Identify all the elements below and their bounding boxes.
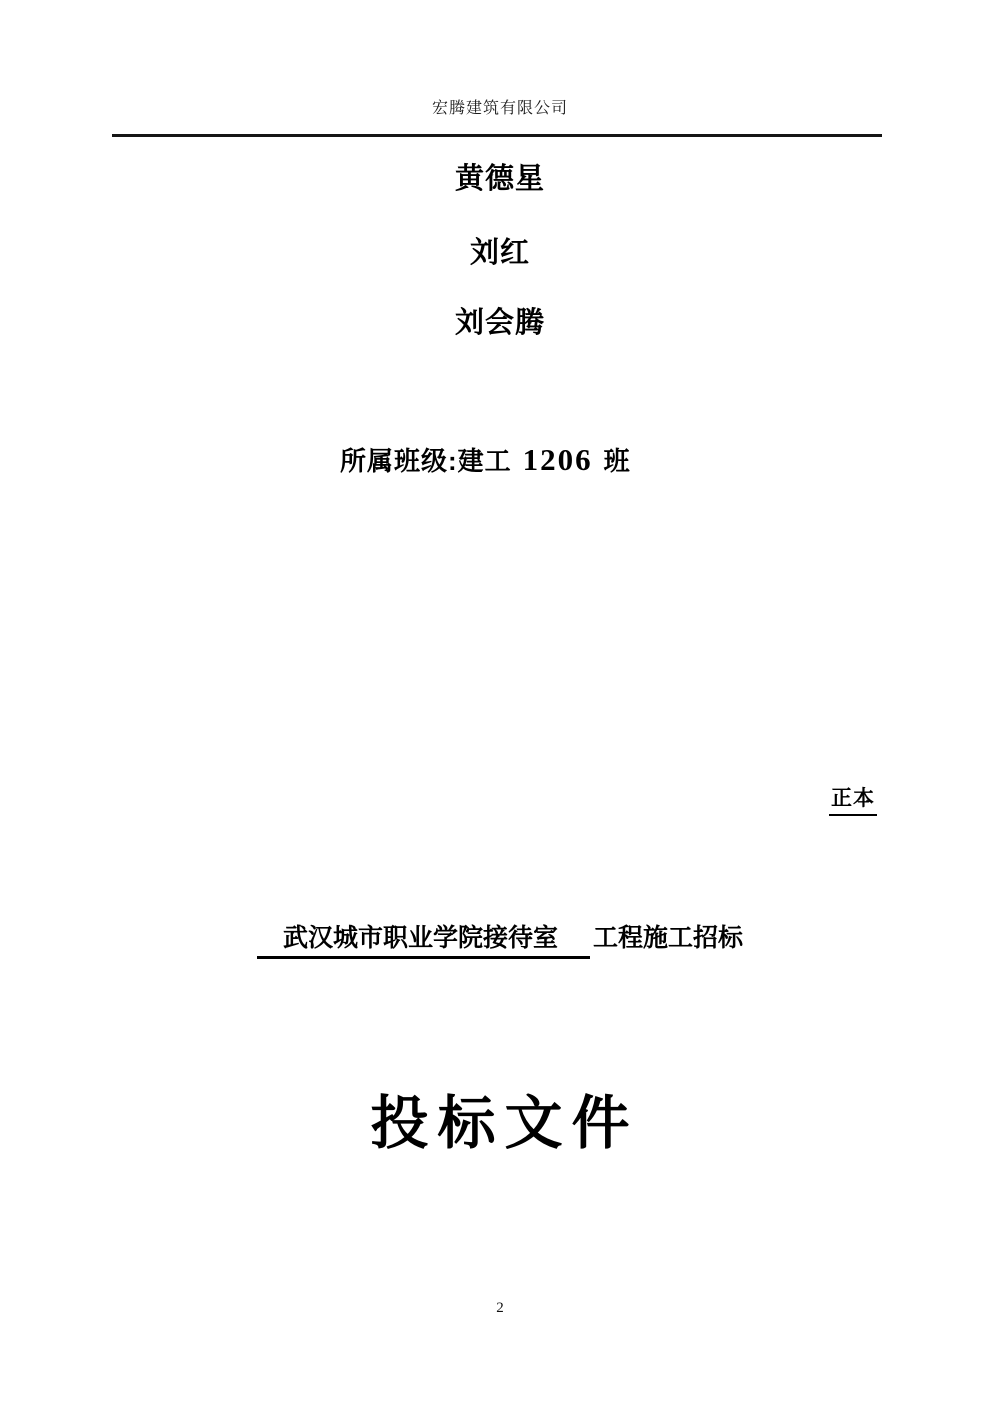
member-name-2: 刘红 — [469, 237, 530, 269]
class-line-suffix: 班 — [603, 446, 631, 476]
project-name-underlined: 武汉城市职业学院接待室 — [257, 918, 590, 959]
document-title: 投标文件 — [370, 1091, 639, 1156]
header-company-name: 宏腾建筑有限公司 — [431, 100, 568, 117]
copy-label: 正本 — [829, 782, 877, 816]
class-line-number: 1206 — [522, 442, 593, 477]
page-number: 2 — [496, 1300, 504, 1316]
project-line — [0, 918, 1000, 959]
header-divider-line — [112, 134, 882, 137]
member-name-3: 刘会腾 — [454, 307, 545, 339]
class-line-prefix: 所属班级:建工 — [340, 446, 512, 476]
class-line — [340, 441, 631, 478]
project-line-rest: 工程施工招标 — [593, 924, 744, 952]
member-name-1: 黄德星 — [454, 163, 545, 195]
